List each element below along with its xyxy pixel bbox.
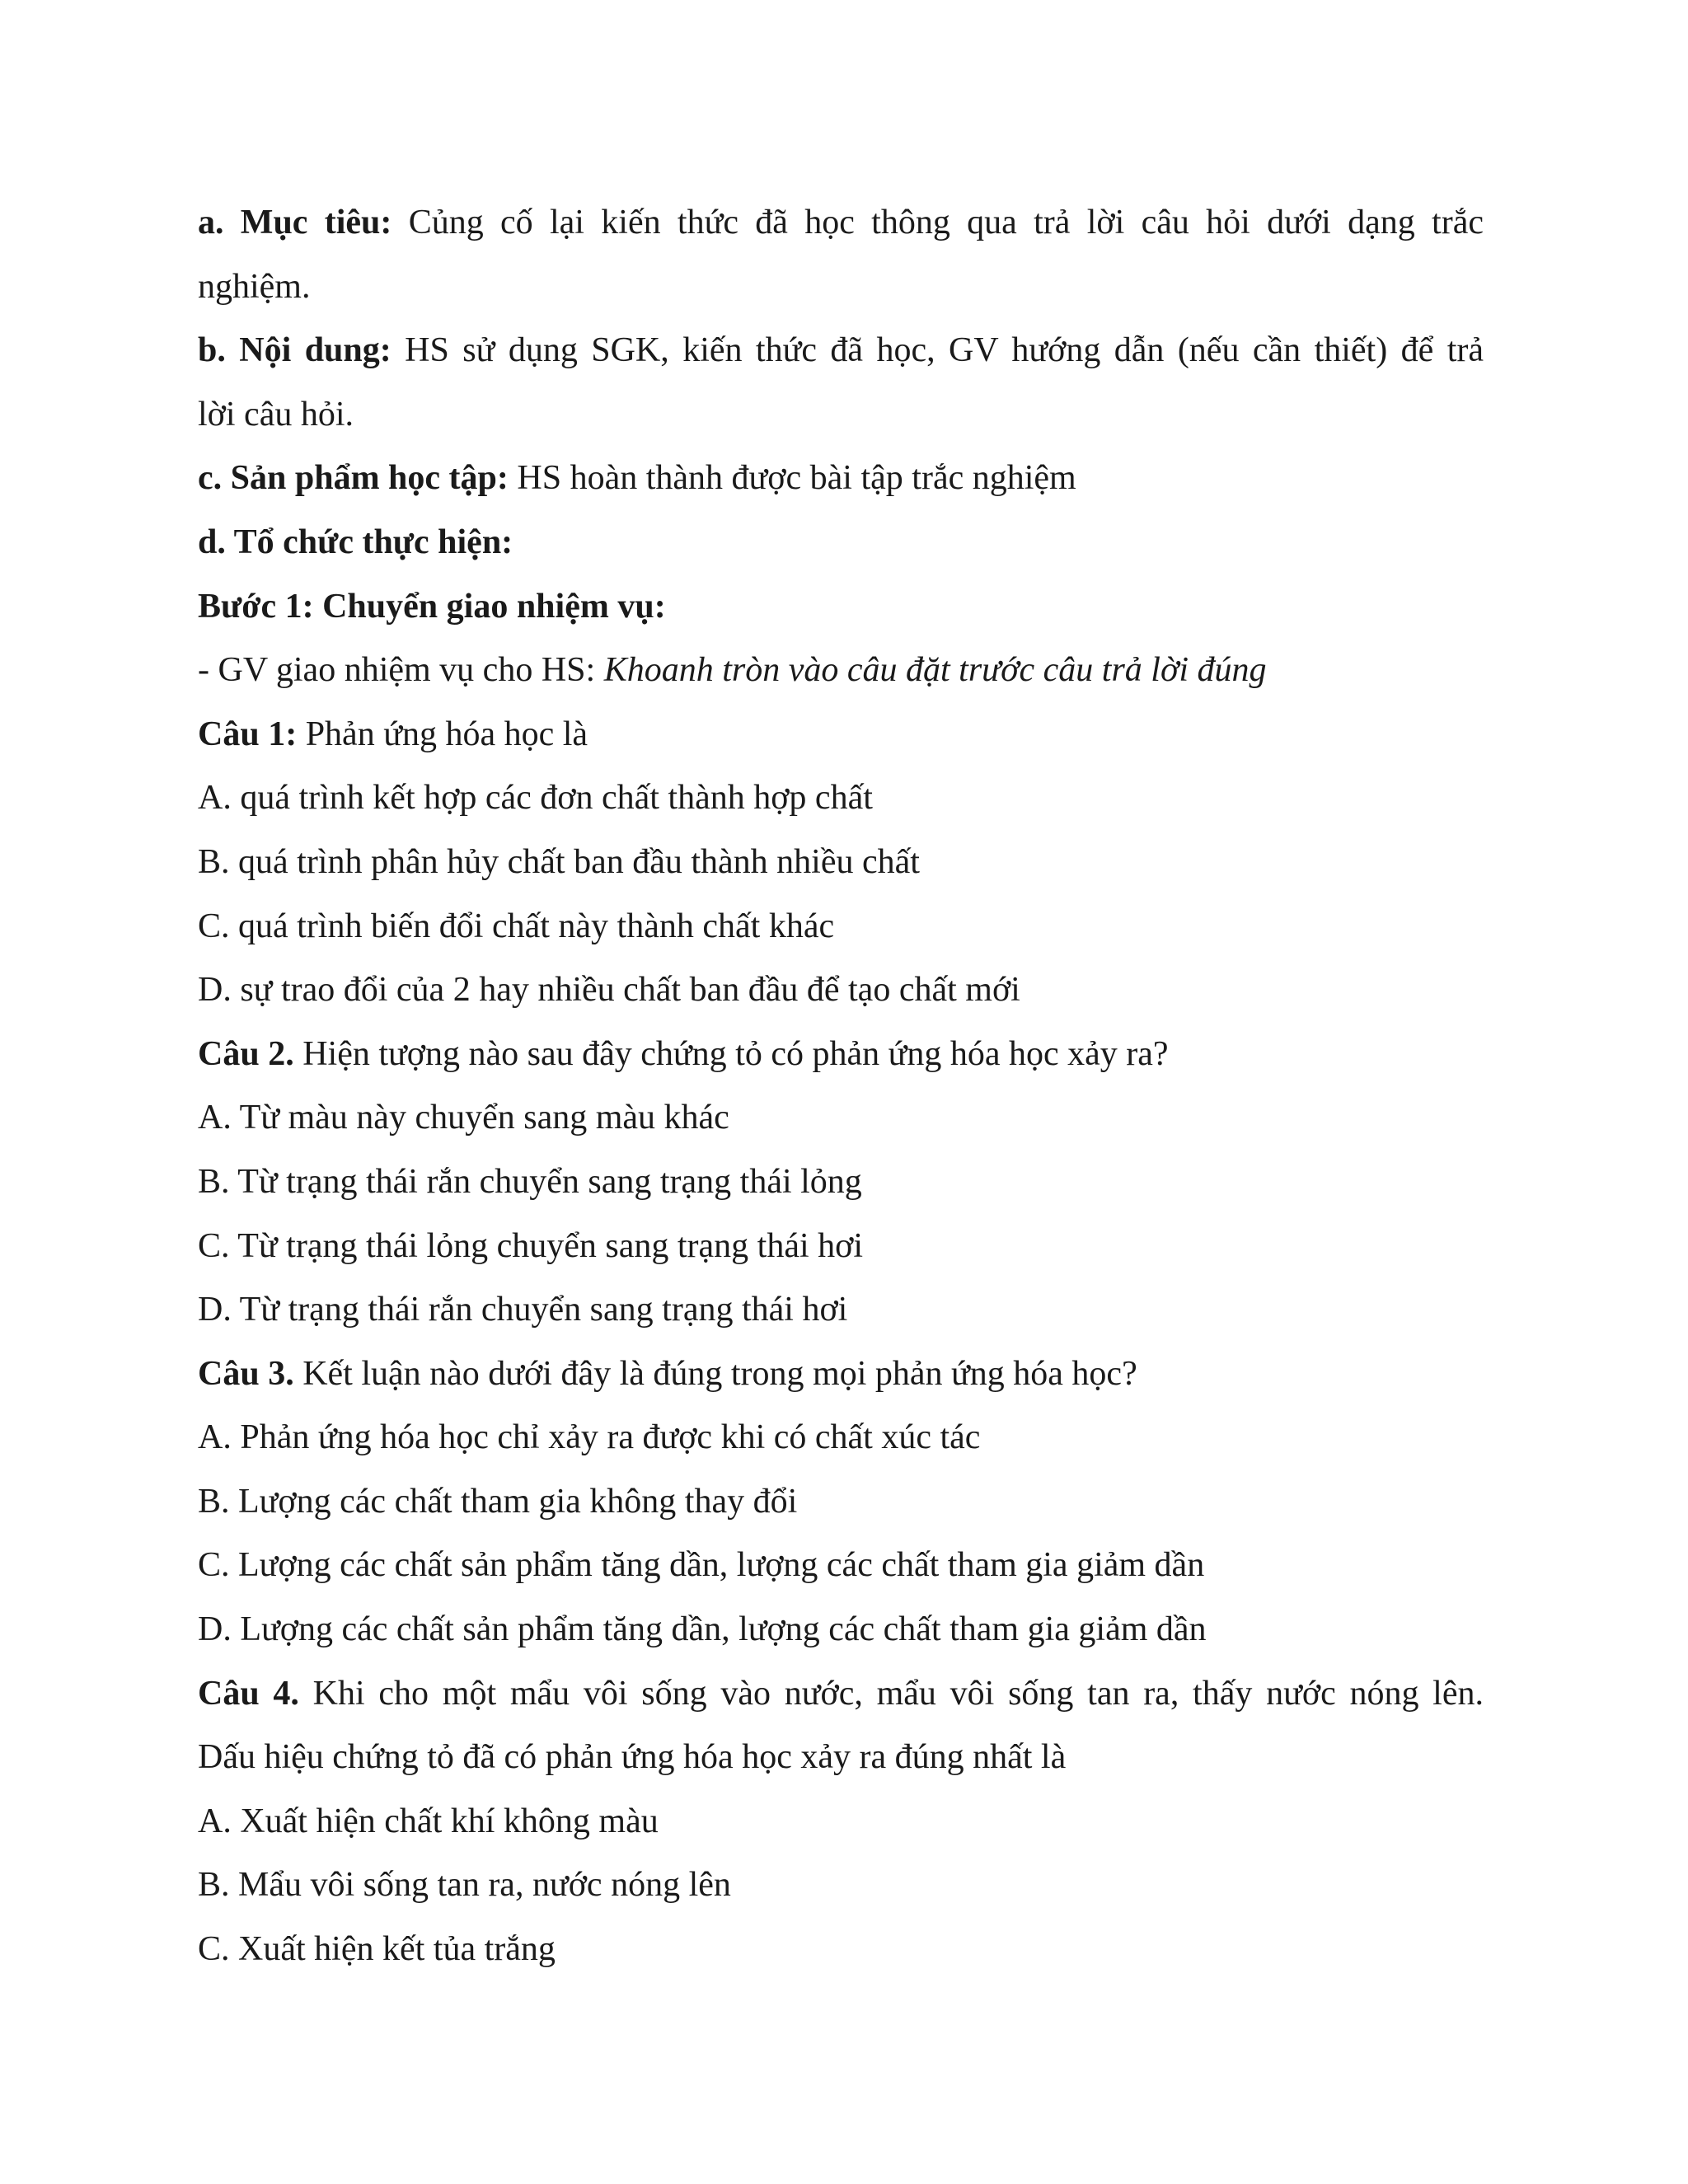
- product-label: c. Sản phẩm học tập:: [198, 459, 509, 498]
- question-3: [198, 1343, 1484, 1407]
- question-1-option-a: A. quá trình kết hợp các đơn chất thành hợp chất: [198, 779, 873, 818]
- question-3-option-b: B. Lượng các chất tham gia không thay đổi: [198, 1482, 798, 1521]
- question-2: [198, 1023, 1484, 1087]
- question-3-option-a: A. Phản ứng hóa học chỉ xảy ra được khi có chất xúc tác: [198, 1418, 981, 1457]
- content-text: HS sử dụng SGK, kiến thức đã học, GV hướng dẫn (nếu cần thiết) để trả: [391, 331, 1484, 370]
- question-4: [198, 1662, 1484, 1727]
- content-label: b. Nội dung:: [198, 331, 392, 370]
- task-prefix: - GV giao nhiệm vụ cho HS:: [198, 651, 604, 690]
- objective-label: a. Mục tiêu:: [198, 204, 392, 241]
- question-3-label: Câu 3.: [198, 1354, 294, 1393]
- task-instruction: Khoanh tròn vào câu đặt trước câu trả lời đúng: [603, 651, 1267, 690]
- question-1: [198, 703, 1484, 767]
- content-line-continued: lời câu hỏi.: [198, 395, 354, 434]
- question-4-text: Khi cho một mẩu vôi sống vào nước, mẩu vôi sống tan ra, thấy nước nóng lên.: [298, 1674, 1484, 1713]
- question-1-text: Phản ứng hóa học là: [297, 715, 588, 753]
- question-4-text-continued: Dấu hiệu chứng tỏ đã có phản ứng hóa học xảy ra đúng nhất là: [198, 1738, 1067, 1777]
- question-2-option-b: B. Từ trạng thái rắn chuyển sang trạng thái lỏng: [198, 1162, 862, 1201]
- question-1-option-c: C. quá trình biến đổi chất này thành chất khác: [198, 907, 835, 945]
- question-1-label: Câu 1:: [198, 715, 298, 753]
- question-4-option-c: C. Xuất hiện kết tủa trắng: [198, 1930, 556, 1969]
- objective-line: [198, 191, 1484, 255]
- question-3-option-d: D. Lượng các chất sản phẩm tăng dần, lượng các chất tham gia giảm dần: [198, 1610, 1207, 1649]
- question-2-label: Câu 2.: [198, 1034, 294, 1073]
- product-text: HS hoàn thành được bài tập trắc nghiệm: [508, 459, 1076, 498]
- question-4-label: Câu 4.: [198, 1674, 299, 1713]
- question-2-text: Hiện tượng nào sau đây chứng tỏ có phản ứng hóa học xảy ra?: [293, 1034, 1169, 1073]
- task-line: [198, 639, 1484, 703]
- question-1-option-b: B. quá trình phân hủy chất ban đầu thành nhiều chất: [198, 842, 920, 881]
- objective-text: Củng cố lại kiến thức đã học thông qua trả lời câu hỏi dưới dạng trắc: [392, 204, 1484, 241]
- question-2-option-d: D. Từ trạng thái rắn chuyển sang trạng thái hơi: [198, 1291, 848, 1329]
- question-4-option-b: B. Mẩu vôi sống tan ra, nước nóng lên: [198, 1866, 731, 1905]
- question-3-option-c: C. Lượng các chất sản phẩm tăng dần, lượng các chất tham gia giảm dần: [198, 1546, 1205, 1585]
- question-2-option-c: C. Từ trạng thái lỏng chuyển sang trạng thái hơi: [198, 1226, 864, 1265]
- question-4-option-a: A. Xuất hiện chất khí không màu: [198, 1802, 659, 1840]
- organization-heading: [198, 511, 1484, 575]
- product-line: [198, 447, 1484, 511]
- question-2-option-a: A. Từ màu này chuyển sang màu khác: [198, 1099, 729, 1137]
- step1-label: Bước 1: Chuyển giao nhiệm vụ:: [198, 587, 666, 626]
- organization-label: d. Tổ chức thực hiện:: [198, 523, 513, 561]
- step1-heading: [198, 575, 1484, 640]
- content-line: [198, 319, 1484, 383]
- objective-line-continued: nghiệm.: [198, 267, 311, 306]
- question-3-text: Kết luận nào dưới đây là đúng trong mọi phản ứng hóa học?: [293, 1354, 1137, 1393]
- question-1-option-d: D. sự trao đổi của 2 hay nhiều chất ban đầu để tạo chất mới: [198, 971, 1020, 1010]
- document-page: [198, 191, 1484, 1982]
